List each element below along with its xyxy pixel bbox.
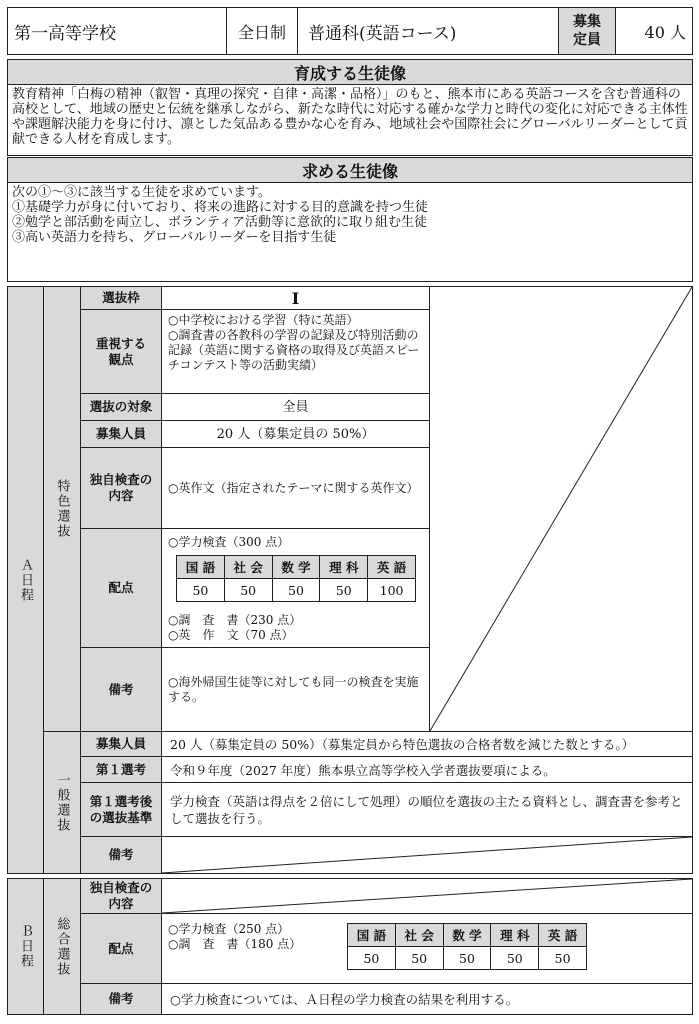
frame-value: Ⅰ — [161, 286, 430, 310]
b-points-label: 配点 — [80, 913, 162, 984]
note-label: 備考 — [80, 647, 162, 732]
wanted-line: ①基礎学力が身に付いており、将来の進路に対する目的意識を持つ生徒 — [12, 200, 429, 215]
school-name: 第一高等学校 — [7, 7, 227, 55]
general-note-blank — [161, 836, 693, 874]
viewpoint-text: ○中学校における学習（特に英語） ○調査書の各教科の学習の記録及び特別活動の記録（英語に関する資格の取得及び英語スピーチコンテスト等の活動実績） — [161, 309, 430, 394]
overall-selection-label: 総合選抜 — [43, 878, 81, 1015]
wanted-line: ②勉学と部活動を両立し、ボランティア活動等に意欲的に取り組む生徒 — [12, 215, 427, 230]
wanted-line: ③高い英語力を持ち、グローバルリーダーを目指す生徒 — [12, 230, 337, 245]
course-name: 普通科(英語コース) — [297, 7, 559, 55]
points-cell — [161, 528, 430, 648]
special-selection-label: 特色選抜 — [43, 286, 81, 732]
points-bottom: ○調 査 書（230 点） ○英 作 文（70 点） — [168, 613, 302, 642]
score-cell: 50 — [272, 579, 320, 602]
subject-cell: 国 語 — [348, 924, 396, 947]
first-selection-value: 令和９年度（2027 年度）熊本県立高等学校入学者選抜要項による。 — [161, 756, 693, 783]
b-score-table — [347, 923, 587, 970]
points-label: 配点 — [80, 528, 162, 648]
general-count-label: 募集人員 — [80, 731, 162, 757]
note-text: ○海外帰国生徒等に対しても同一の検査を実施する。 — [161, 647, 430, 732]
b-note-text: ○学力検査については、Ａ日程の学力検査の結果を利用する。 — [161, 983, 693, 1015]
after-first-value: 学力検査（英語は得点を２倍にして処理）の順位を選抜の主たる資料とし、調査書を参考として選抜を行う。 — [161, 782, 693, 837]
target-value: 全員 — [161, 393, 430, 421]
capacity-value: 40 人 — [615, 7, 693, 55]
b-exam-label: 独自検査の内容 — [80, 878, 162, 914]
ideal-body: 教育精神「白梅の精神（叡智・真理の探究・自律・高潔・品格）」のもと、熊本市にある英語コースを含む普通科の高校として、地域の歴史と伝統を継承しながら、新たな時代に対応する確かな学力と時代の変化に対応できる主体性や課題解決能力を身に付け、凛とした気品ある豊かな心を育み、地域社会や国際社会にグローバルリーダーとして貢献できる人材を育成します。 — [7, 84, 693, 156]
blank-cell — [429, 286, 693, 732]
target-label: 選抜の対象 — [80, 393, 162, 421]
diagonal-line — [162, 879, 692, 913]
b-exam-blank — [161, 878, 693, 914]
general-note-label: 備考 — [80, 836, 162, 874]
subject-cell: 数 学 — [443, 924, 491, 947]
subject-cell: 理 科 — [320, 556, 368, 579]
after-first-label: 第１選考後の選抜基準 — [80, 782, 162, 837]
subject-cell: 英 語 — [368, 556, 416, 579]
b-points-text: ○学力検査（250 点） ○調 査 書（180 点） — [168, 922, 302, 951]
b-schedule-label: Ｂ日程 — [7, 878, 44, 1015]
score-cell: 50 — [348, 947, 396, 970]
subject-cell: 理 科 — [491, 924, 539, 947]
exam-label: 独自検査の内容 — [80, 447, 162, 529]
general-count-value: 20 人（募集定員の 50%）（募集定員から特色選抜の合格者数を減じた数とする。） — [161, 731, 693, 757]
ideal-title: 育成する生徒像 — [7, 59, 693, 85]
wanted-line: 次の①～③に該当する生徒を求めています。 — [12, 185, 271, 200]
wanted-title: 求める生徒像 — [7, 157, 693, 183]
exam-text: ○英作文（指定されたテーマに関する英作文） — [161, 447, 430, 529]
b-note-label: 備考 — [80, 983, 162, 1015]
capacity-label: 募集 定員 — [558, 7, 616, 55]
frame-label: 選抜枠 — [80, 286, 162, 310]
score-cell: 50 — [491, 947, 539, 970]
count-label: 募集人員 — [80, 420, 162, 448]
subject-cell: 英 語 — [539, 924, 587, 947]
wanted-body — [7, 182, 693, 282]
b-points-cell — [161, 913, 693, 984]
score-cell: 50 — [224, 579, 272, 602]
diagonal-line — [162, 837, 692, 873]
points-top: ○学力検査（300 点） — [168, 535, 290, 549]
diagonal-line — [430, 287, 692, 731]
viewpoint-label: 重視する観点 — [80, 309, 162, 394]
score-cell: 50 — [443, 947, 491, 970]
a-score-table — [176, 555, 416, 602]
score-cell: 50 — [177, 579, 225, 602]
a-schedule-label: Ａ日程 — [7, 286, 44, 874]
subject-cell: 社 会 — [395, 924, 443, 947]
subject-cell: 国 語 — [177, 556, 225, 579]
subject-cell: 数 学 — [272, 556, 320, 579]
score-cell: 50 — [539, 947, 587, 970]
score-cell: 50 — [320, 579, 368, 602]
system-type: 全日制 — [226, 7, 298, 55]
first-selection-label: 第１選考 — [80, 756, 162, 783]
score-cell: 100 — [368, 579, 416, 602]
subject-cell: 社 会 — [224, 556, 272, 579]
general-selection-label: 一般選抜 — [43, 731, 81, 874]
score-cell: 50 — [395, 947, 443, 970]
count-value: 20 人（募集定員の 50%） — [161, 420, 430, 448]
